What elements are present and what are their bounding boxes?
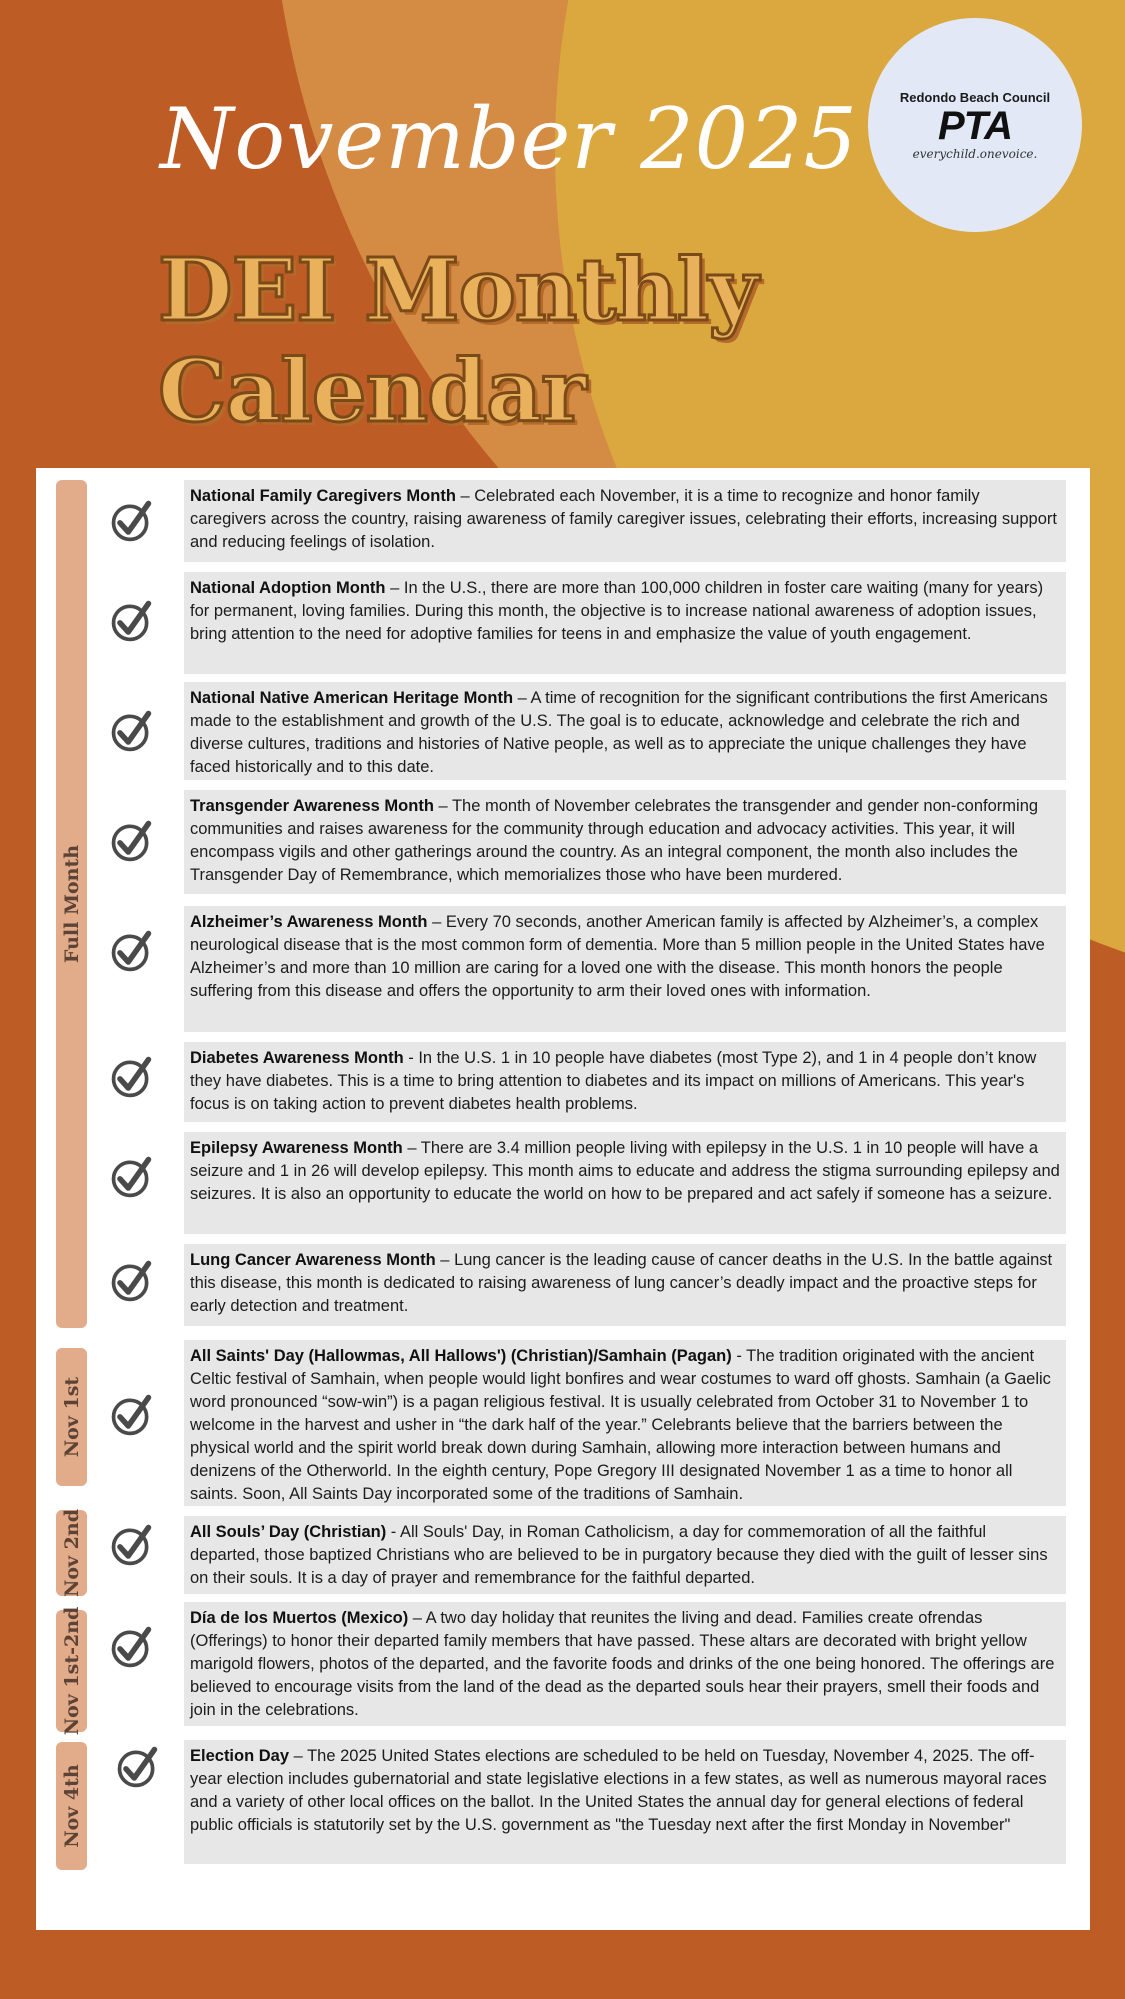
list-item [184, 790, 1066, 894]
check-circle-icon [108, 1392, 154, 1438]
check-circle-icon [108, 1522, 154, 1568]
entry-text: – There are 3.4 million people living with epilepsy in the U.S. 1 in 10 people will have a seizure and 1 in 26 will develop epilepsy. This month aims to educate and address the stigma surrounding epilepsy and seizures. It is also an opportunity to educate the world on how to be prepared and act safely if someone has a seizure. [190, 1139, 1060, 1203]
entry-title: All Saints' Day (Hallowmas, All Hallows') (Christian)/Samhain (Pagan) [190, 1347, 732, 1365]
list-item [184, 1602, 1066, 1726]
list-item [184, 1740, 1066, 1864]
entry-text: - In the U.S. 1 in 10 people have diabetes (most Type 2), and 1 in 4 people don’t know they have diabetes. This is a time to bring attention to diabetes and its impact on millions of Americans. This year's focus is on taking action to prevent diabetes health problems. [190, 1049, 1037, 1113]
entry-text: – Celebrated each November, it is a time to recognize and honor family caregivers across the country, raising awareness of family caregiver issues, celebrating their efforts, increasing support and reducing feelings of isolation. [190, 487, 1057, 551]
list-item [184, 1244, 1066, 1326]
side-label-nov-1st: Nov 1st [56, 1348, 87, 1486]
list-item [184, 906, 1066, 1032]
side-label-full-month: Full Month [56, 480, 87, 1328]
entry-text: – A time of recognition for the significant contributions the first Americans made to the establishment and growth of the U.S. The goal is to educate, acknowledge and celebrate the rich and diverse cultures, traditions and histories of Native people, as well as to appreciate the unique challenges they have faced historically and to this date. [190, 689, 1048, 776]
check-circle-icon [108, 1154, 154, 1200]
side-label-nov-4th: Nov 4th [56, 1742, 87, 1870]
list-item [184, 682, 1066, 780]
logo-council-name: Redondo Beach Council [899, 90, 1051, 105]
entry-text: - All Souls' Day, in Roman Catholicism, a day for commemoration of all the faithful departed, those baptized Christians who are believed to be in purgatory because they died with the guilt of lesser sins on their souls. It is a day of prayer and remembrance for the faithful departed. [190, 1523, 1048, 1587]
entry-title: National Native American Heritage Month [190, 689, 514, 707]
check-circle-icon [108, 708, 154, 754]
check-circle-icon [108, 598, 154, 644]
list-item [184, 1340, 1066, 1506]
check-circle-icon [108, 1258, 154, 1304]
entry-text: – Every 70 seconds, another American family is affected by Alzheimer’s, a complex neurological disease that is the most common form of dementia. More than 5 million people in the United States have Alzheimer’s and more than 10 million are caring for a loved one with the disease. This month honors the people suffering from this disease and offers the opportunity to arm their loved ones with information. [190, 913, 1045, 1000]
entry-title: Transgender Awareness Month [190, 797, 434, 815]
entry-title: Diabetes Awareness Month [190, 1049, 404, 1067]
logo-tagline: everychild.onevoice. [912, 147, 1038, 161]
entry-text: – Lung cancer is the leading cause of cancer deaths in the U.S. In the battle against this disease, this month is dedicated to raising awareness of lung cancer’s deadly impact and the proactive steps for early detection and treatment. [190, 1251, 1053, 1315]
entry-title: Epilepsy Awareness Month [190, 1139, 403, 1157]
list-item [184, 1516, 1066, 1594]
logo-pta-wordmark: PTA [937, 104, 1013, 148]
month-year-title: November 2025 [160, 90, 859, 188]
entry-text: - The tradition originated with the ancient Celtic festival of Samhain, when people would light bonfires and wear costumes to ward off ghosts. Samhain (a Gaelic word pronounced “sow-win”) is a pagan religious festival. It is usually celebrated from October 31 to November 1 to welcome in the harvest and usher in “the dark half of the year.” Celebrants believe that the barriers between the physical world and the spirit world break down during Samhain, allowing more interaction between humans and denizens of the Otherworld. In the eighth century, Pope Gregory III designated November 1 as a time to honor all saints. Soon, All Saints Day incorporated some of the traditions of Samhain. [190, 1347, 1051, 1503]
entry-title: All Souls’ Day (Christian) [190, 1523, 387, 1541]
entry-text: – The month of November celebrates the transgender and gender non-conforming communities and raises awareness for the community through education and advocacy activities. This year, it will encompass vigils and other gatherings around the country. As an integral component, the month also includes the Transgender Day of Remembrance, which memorializes those who have been murdered. [190, 797, 1039, 884]
entry-title: National Adoption Month [190, 579, 386, 597]
check-circle-icon [108, 498, 154, 544]
list-item [184, 572, 1066, 674]
check-circle-icon [108, 818, 154, 864]
entry-title: Lung Cancer Awareness Month [190, 1251, 436, 1269]
entry-text: – The 2025 United States elections are scheduled to be held on Tuesday, November 4, 2025. The off-year election includes gubernatorial and state legislative elections in a few states, as well as numerous mayoral races and a variety of other local offices on the ballot. In the United States the annual day for general elections of federal public officials is statutorily set by the U.S. government as "the Tuesday next after the first Monday in November" [190, 1747, 1047, 1834]
check-circle-icon [108, 1624, 154, 1670]
entry-title: National Family Caregivers Month [190, 487, 456, 505]
list-item [184, 1042, 1066, 1122]
side-label-nov-1st-2nd: Nov 1st-2nd [56, 1610, 87, 1732]
side-label-nov-2nd: Nov 2nd [56, 1510, 87, 1596]
check-circle-icon [108, 1054, 154, 1100]
pta-logo [868, 18, 1082, 232]
check-circle-icon [108, 928, 154, 974]
calendar-panel [36, 468, 1090, 1930]
entry-title: Día de los Muertos (Mexico) [190, 1609, 409, 1627]
entry-title: Election Day [190, 1747, 290, 1765]
check-circle-icon [114, 1744, 160, 1790]
page-title: DEI Monthly Calendar [158, 240, 758, 442]
list-item [184, 1132, 1066, 1234]
entry-title: Alzheimer’s Awareness Month [190, 913, 428, 931]
list-item [184, 480, 1066, 562]
entry-text: – A two day holiday that reunites the living and dead. Families create ofrendas (Offerings) to honor their departed family members that have passed. These altars are decorated with bright yellow marigold flowers, photos of the departed, and the favorite foods and drinks of the one being honored. The offerings are believed to encourage visits from the land of the dead as the departed souls hear their prayers, smell their foods and join in the celebrations. [190, 1609, 1055, 1719]
entry-text: – In the U.S., there are more than 100,000 children in foster care waiting (many for years) for permanent, loving families. During this month, the objective is to increase national awareness of adoption issues, bring attention to the need for adoptive families for teens in and emphasize the value of youth engagement. [190, 579, 1044, 643]
